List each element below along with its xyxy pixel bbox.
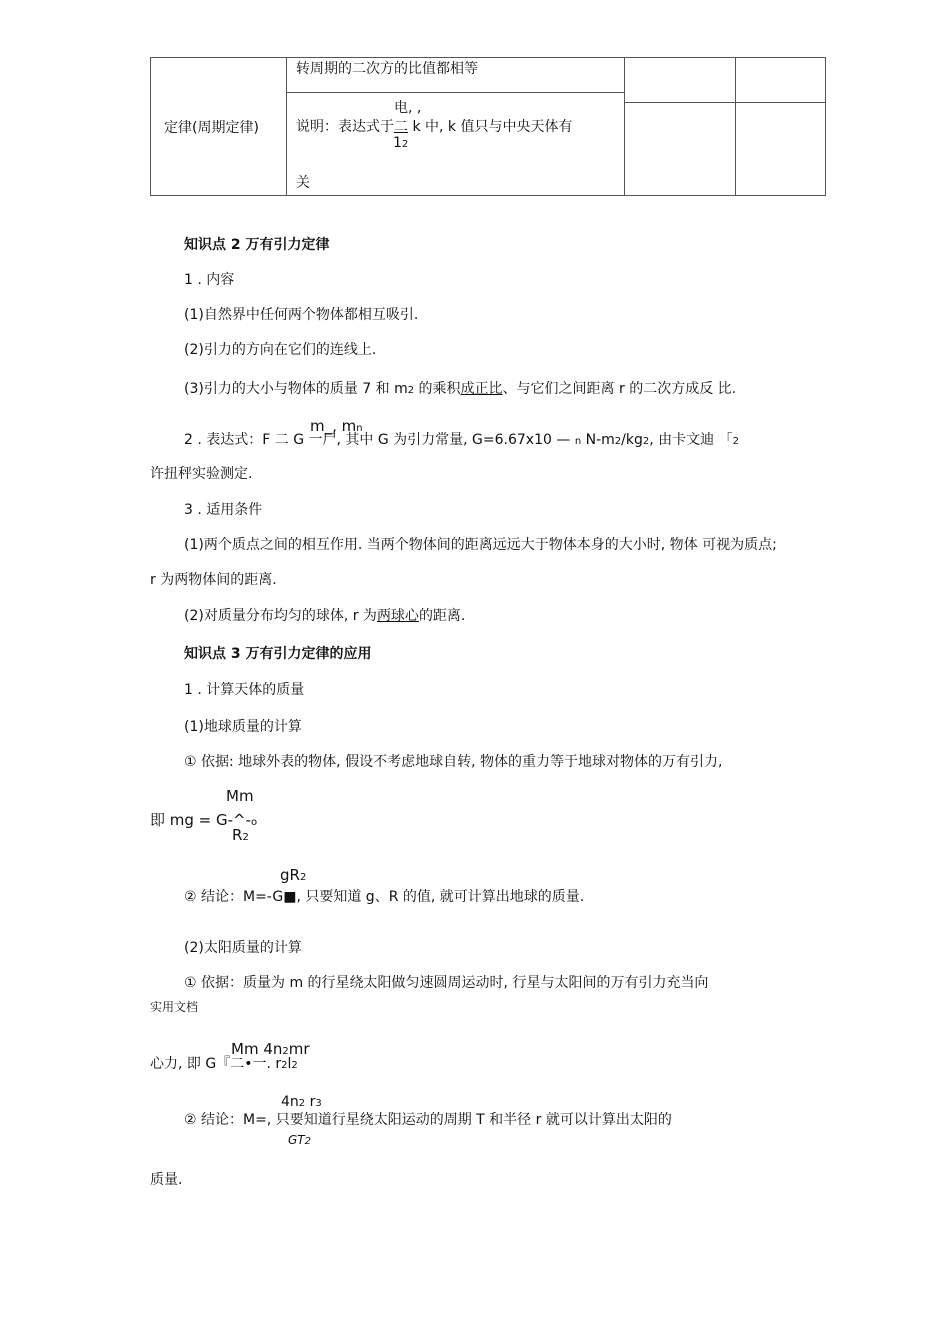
table-border-right [825, 57, 826, 196]
section2-c1: (1)两个质点之间的相互作用. 当两个物体间的距离远远大于物体本身的大小时, 物体 可视为质点; [184, 537, 777, 553]
section3-item1: 1 . 计算天体的质量 [184, 682, 305, 698]
table-divider-row-right [624, 102, 826, 103]
table-left-cell: 定律(周期定律) [164, 120, 259, 136]
table-row1-text: 转周期的二次方的比值都相等 [296, 61, 478, 77]
table-divider-col1 [286, 57, 287, 196]
section3-concl1: ② 结论：M=-G■, 只要知道 g、R 的值, 就可计算出地球的质量. [184, 889, 585, 905]
section2-heading: 知识点 2 万有引力定律 [184, 237, 330, 253]
table-row2-bottom: 12 [393, 135, 409, 151]
formula-sun-numerator: Mm 4n2mr [231, 1040, 310, 1058]
table-row2-main: 说明：表达式于二 k 中, k 值只与中央天体有 [296, 119, 573, 135]
footer-label: 实用文档 [150, 1000, 199, 1014]
section3-sub1: (1)地球质量的计算 [184, 719, 302, 735]
section2-item3: 3 . 适用条件 [184, 502, 263, 518]
section2-c2: (2)对质量分布均匀的球体, r 为两球心的距离. [184, 608, 466, 624]
table-border-top [150, 57, 826, 58]
table-divider-row-mid [286, 92, 625, 93]
section2-item1: 1 . 内容 [184, 272, 235, 288]
table-row2-tail: 关 [296, 175, 310, 191]
section2-c1-cont: r 为两物体间的距离. [150, 572, 277, 588]
section3-heading: 知识点 3 万有引力定律的应用 [184, 646, 372, 662]
formula-sun-mass-numerator: 4n2 r3 [281, 1094, 322, 1110]
section3-concl2-cont: 质量. [150, 1172, 183, 1188]
table-divider-col2 [624, 57, 625, 196]
table-divider-col3 [735, 57, 736, 196]
section3-sub2: (2)太阳质量的计算 [184, 940, 302, 956]
formula-earth-numerator: Mm [226, 787, 254, 805]
formula-gravitation-numerator: m_, mn [310, 417, 363, 435]
table-row2-top: 电, , [394, 100, 422, 116]
section3-basis1: ① 依据: 地球外表的物体, 假设不考虑地球自转, 物体的重力等于地球对物体的万有引力, [184, 754, 723, 770]
formula-earth-line: 即 mg = G-^-o [150, 811, 258, 829]
section2-item2-cont: 许扭秤实验测定. [150, 466, 253, 482]
section3-basis2: ① 依据：质量为 m 的行星绕太阳做匀速圆周运动时, 行星与太阳间的万有引力充当向 [184, 975, 709, 991]
formula-sun-line: 心力, 即 G『二•一. r2l2 [150, 1056, 298, 1072]
section2-p1: (1)自然界中任何两个物体都相互吸引. [184, 307, 419, 323]
table-border-bottom [150, 195, 826, 196]
formula-sun-mass-denominator: GT2 [288, 1133, 312, 1147]
section2-item2: 2 . 表达式：F 二 G 一尸, 其中 G 为引力常量, G=6.67x10 — n N-m2/kg2, 由卡文迪 「2 [184, 432, 739, 448]
formula-earth-denominator: R2 [232, 826, 249, 844]
section2-p2: (2)引力的方向在它们的连线上. [184, 342, 377, 358]
section3-concl2: ② 结论：M=, 只要知道行星绕太阳运动的周期 T 和半径 r 就可以计算出太阳的 [184, 1112, 672, 1128]
table-border-left [150, 57, 151, 196]
section2-p3: (3)引力的大小与物体的质量 7 和 m2 的乘积成正比、与它们之间距离 r 的二次方成反 比. [184, 381, 737, 397]
formula-earth-mass-numerator: gR2 [280, 866, 307, 884]
